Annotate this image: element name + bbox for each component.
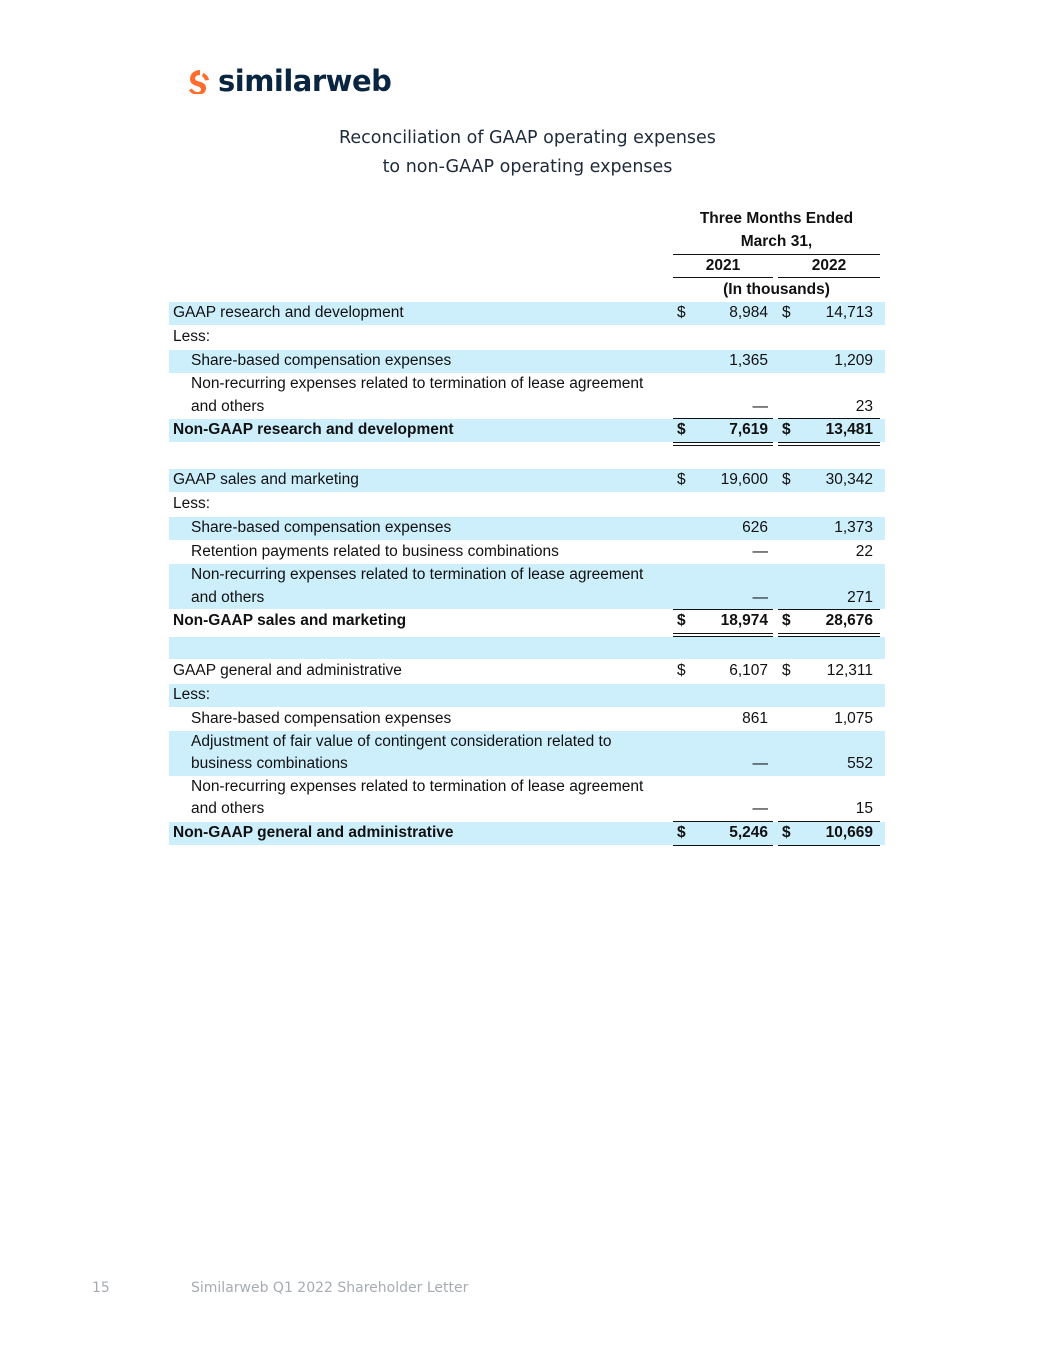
- units-header: (In thousands): [723, 281, 830, 298]
- value-2022: 30,342: [825, 471, 873, 488]
- value-2021: —: [752, 755, 768, 772]
- value-2022: 271: [847, 589, 873, 606]
- period-header-line-2: March 31,: [740, 233, 813, 250]
- similarweb-logo: [186, 64, 391, 98]
- table-row: [169, 731, 885, 776]
- value-2021: —: [752, 543, 768, 560]
- row-label-line-2: and others: [191, 800, 265, 817]
- value-2022: 14,713: [825, 304, 873, 321]
- value-2022: 15: [855, 800, 873, 817]
- column-header-2021: 2021: [705, 257, 741, 274]
- currency-symbol: $: [677, 824, 686, 841]
- row-label: Non-GAAP sales and marketing: [173, 612, 407, 629]
- currency-symbol: $: [677, 304, 686, 321]
- brand-name: similarweb: [218, 64, 392, 98]
- value-2021: 5,246: [729, 824, 768, 841]
- value-2021: 19,600: [720, 471, 768, 488]
- table-row: [169, 493, 885, 516]
- row-label: Less:: [173, 686, 211, 703]
- total-double-rule-2022: [778, 442, 880, 446]
- table-row: [169, 541, 885, 564]
- value-2022: 552: [847, 755, 873, 772]
- table-row: [169, 684, 885, 707]
- row-label: Share-based compensation expenses: [191, 710, 452, 727]
- column-header-rule-2022: [778, 277, 880, 278]
- page-number: 15: [92, 1280, 110, 1296]
- currency-symbol: $: [782, 421, 791, 438]
- row-label: Less:: [173, 328, 211, 345]
- value-2021: 626: [742, 519, 768, 536]
- value-2022: 22: [855, 543, 873, 560]
- similarweb-logo-icon: [186, 68, 212, 94]
- table-row-total: [169, 419, 885, 442]
- currency-symbol: $: [782, 824, 791, 841]
- value-2021: 1,365: [729, 352, 768, 369]
- currency-symbol: $: [677, 421, 686, 438]
- total-double-rule-2021: [673, 442, 773, 446]
- value-2022: 13,481: [825, 421, 873, 438]
- total-rule-2022: [778, 845, 880, 846]
- currency-symbol: $: [677, 662, 686, 679]
- table-row: [169, 660, 885, 683]
- currency-symbol: $: [782, 471, 791, 488]
- table-row: [169, 564, 885, 609]
- currency-symbol: $: [782, 304, 791, 321]
- value-2022: 10,669: [825, 824, 873, 841]
- currency-symbol: $: [677, 612, 686, 629]
- row-label: Share-based compensation expenses: [191, 519, 452, 536]
- row-label: GAAP general and administrative: [173, 662, 402, 679]
- value-2021: 8,984: [729, 304, 768, 321]
- value-2022: 23: [855, 398, 873, 415]
- row-label-line-1: Non-recurring expenses related to termination of lease agreement: [191, 566, 644, 583]
- footer-document-title: Similarweb Q1 2022 Shareholder Letter: [191, 1280, 469, 1296]
- row-label: GAAP research and development: [173, 304, 404, 321]
- value-2021: —: [752, 800, 768, 817]
- row-label-line-1: Non-recurring expenses related to termination of lease agreement: [191, 375, 644, 392]
- table-row: [169, 302, 885, 325]
- row-label-line-1: Adjustment of fair value of contingent consideration related to: [191, 733, 612, 750]
- row-label: GAAP sales and marketing: [173, 471, 359, 488]
- column-header-rule-2021: [673, 277, 773, 278]
- period-header-rule: [673, 254, 880, 255]
- page-title: [0, 124, 1055, 182]
- period-header-line-1: Three Months Ended: [699, 210, 854, 227]
- title-line-1: Reconciliation of GAAP operating expenses: [339, 128, 716, 148]
- row-label: Retention payments related to business combinations: [191, 543, 559, 560]
- value-2022: 1,373: [834, 519, 873, 536]
- value-2021: 861: [742, 710, 768, 727]
- row-label-line-2: and others: [191, 589, 265, 606]
- row-label-line-2: and others: [191, 398, 265, 415]
- row-label: Non-GAAP research and development: [173, 421, 454, 438]
- value-2022: 12,311: [826, 662, 873, 679]
- row-label: Less:: [173, 495, 211, 512]
- table-row: [169, 469, 885, 492]
- table-row: [169, 708, 885, 731]
- value-2022: 1,209: [834, 352, 873, 369]
- value-2021: —: [752, 589, 768, 606]
- row-label: Share-based compensation expenses: [191, 352, 452, 369]
- value-2022: 1,075: [834, 710, 873, 727]
- currency-symbol: $: [677, 471, 686, 488]
- table-row: [169, 350, 885, 373]
- table-row-total: [169, 822, 885, 845]
- table-row: [169, 373, 885, 418]
- row-label: Non-GAAP general and administrative: [173, 824, 454, 841]
- table-row: [169, 776, 885, 821]
- currency-symbol: $: [782, 662, 791, 679]
- title-line-2: to non-GAAP operating expenses: [382, 157, 673, 177]
- value-2021: —: [752, 398, 768, 415]
- total-rule-2021: [673, 845, 773, 846]
- currency-symbol: $: [782, 612, 791, 629]
- column-header-2022: 2022: [811, 257, 847, 274]
- table-row: [169, 326, 885, 349]
- value-2022: 28,676: [825, 612, 873, 629]
- value-2021: 18,974: [720, 612, 768, 629]
- row-label-line-2: business combinations: [191, 755, 348, 772]
- row-label-line-1: Non-recurring expenses related to termination of lease agreement: [191, 778, 644, 795]
- spacer-row: [169, 637, 885, 659]
- table-row-total: [169, 610, 885, 633]
- table-row: [169, 517, 885, 540]
- value-2021: 6,107: [729, 662, 768, 679]
- value-2021: 7,619: [729, 421, 768, 438]
